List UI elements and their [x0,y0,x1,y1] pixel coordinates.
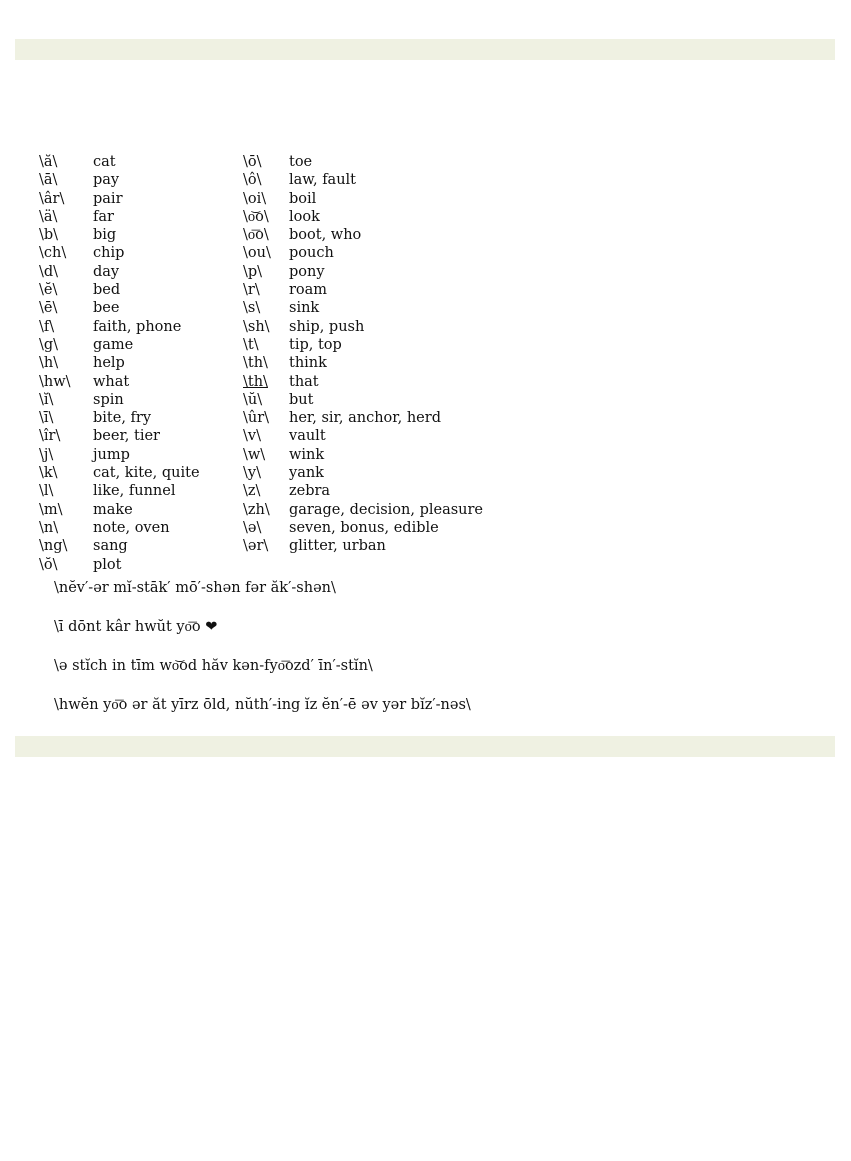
key-row [39,208,200,226]
key-row [39,190,200,208]
phonetic-phrases [54,578,471,734]
key-symbol: \o͞o\ [243,227,269,244]
key-symbol: \th\ [243,373,268,390]
key-row [243,318,483,336]
key-symbol: \b\ [39,227,59,244]
key-examples: pony [289,263,325,280]
key-row [243,171,483,189]
key-row [39,446,200,464]
key-symbol: \ch\ [39,245,67,262]
key-symbol: \h\ [39,355,59,372]
key-row [243,391,483,409]
key-symbol: \w\ [243,446,266,463]
key-row [39,464,200,482]
key-row [243,537,483,555]
key-examples: her, sir, anchor, herd [289,410,441,427]
key-symbol: \ər\ [243,538,269,555]
key-row [39,537,200,555]
header-band [15,39,835,60]
key-examples: pair [93,190,123,207]
key-symbol: \p\ [243,263,263,280]
key-symbol: \sh\ [243,318,270,335]
key-row [243,427,483,445]
key-symbol: \g\ [39,336,59,353]
pronunciation-key-right-column [243,153,483,556]
key-symbol: \ĭ\ [39,391,54,408]
key-row [243,226,483,244]
key-examples: yank [289,465,324,482]
key-examples: pay [93,172,120,189]
key-examples: law, fault [289,172,357,189]
key-examples: wink [289,446,325,463]
key-examples: boot, who [289,227,362,244]
key-row [243,409,483,427]
key-symbol: \m\ [39,501,63,518]
key-examples: sink [289,300,320,317]
key-row [243,464,483,482]
key-examples: what [93,373,130,390]
key-examples: sang [93,538,128,555]
key-examples: bed [93,282,121,299]
key-row [243,373,483,391]
key-examples: bee [93,300,120,317]
key-row [243,281,483,299]
key-examples: boil [289,190,317,207]
key-examples: zebra [289,483,331,500]
key-symbol: \zh\ [243,501,270,518]
key-row [39,427,200,445]
key-row [243,190,483,208]
key-examples: cat, kite, quite [93,465,200,482]
key-examples: make [93,501,133,518]
key-symbol: \s\ [243,300,261,317]
key-symbol: \îr\ [39,428,61,445]
phonetic-phrase: \ə stĭch in tīm wo͝od hăv kən-fyo͞ozd′ īn′-stĭn\ [54,658,373,674]
key-examples: spin [93,391,124,408]
key-row [39,556,200,574]
key-examples: think [289,355,327,372]
key-symbol: \th\ [243,355,268,372]
key-symbol: \ng\ [39,538,68,555]
key-row [39,482,200,500]
phonetic-phrase: \hwĕn yo͞o ər ăt yīrz ōld, nŭth′-ing ĭz ĕn′-ē əv yər bĭz′-nəs\ [54,697,471,713]
key-examples: beer, tier [93,428,160,445]
key-examples: ship, push [289,318,365,335]
key-symbol: \r\ [243,282,260,299]
key-examples: note, oven [93,519,170,536]
pronunciation-key-left-column [39,153,200,574]
key-symbol: \ī\ [39,410,54,427]
key-symbol: \ă\ [39,154,58,170]
key-row [243,519,483,537]
key-row [243,354,483,372]
key-row [39,281,200,299]
key-examples: vault [289,428,326,445]
key-row [243,336,483,354]
key-row [243,482,483,500]
key-symbol: \ĕ\ [39,282,58,299]
key-symbol: \ŏ\ [39,556,58,573]
key-row [243,153,483,171]
key-row [243,263,483,281]
key-symbol: \ûr\ [243,410,270,427]
key-symbol: \ä\ [39,208,58,225]
key-row [39,501,200,519]
key-symbol: \v\ [243,428,261,445]
key-symbol: \z\ [243,483,261,500]
key-examples: pouch [289,245,334,262]
key-row [39,244,200,262]
key-row [243,446,483,464]
key-examples: far [93,208,114,225]
key-symbol: \ā\ [39,172,58,189]
key-examples: roam [289,282,328,299]
key-symbol: \ē\ [39,300,58,317]
key-examples: game [93,336,134,353]
phonetic-phrase: \ī dōnt kâr hwŭt yo͞o ❤ [54,619,218,635]
key-examples: that [289,373,319,390]
footer-band [15,736,835,757]
key-row [39,519,200,537]
key-examples: tip, top [289,336,342,353]
key-examples: but [289,391,314,408]
key-row [39,391,200,409]
key-row [39,153,200,171]
key-examples: garage, decision, pleasure [289,501,484,518]
key-symbol: \ou\ [243,245,271,262]
key-symbol: \oi\ [243,190,267,207]
key-row [39,263,200,281]
key-row [243,501,483,519]
key-symbol: \t\ [243,336,259,353]
key-examples: chip [93,245,125,262]
key-row [39,299,200,317]
key-symbol: \l\ [39,483,54,500]
key-examples: like, funnel [93,483,176,500]
key-row [39,354,200,372]
key-row [39,171,200,189]
key-row [243,299,483,317]
key-row [243,208,483,226]
key-symbol: \d\ [39,263,59,280]
key-examples: cat [93,154,116,170]
key-symbol: \âr\ [39,190,65,207]
key-examples: plot [93,556,122,573]
key-examples: day [93,263,120,280]
key-symbol: \o͝o\ [243,208,269,225]
key-row [243,244,483,262]
key-symbol: \n\ [39,519,59,536]
key-examples: glitter, urban [289,538,386,555]
key-examples: seven, bonus, edible [289,519,439,536]
key-examples: faith, phone [93,318,182,335]
key-symbol: \hw\ [39,373,71,390]
key-examples: bite, fry [93,410,152,427]
key-examples: toe [289,154,313,170]
key-symbol: \y\ [243,465,261,482]
key-row [39,373,200,391]
key-symbol: \ō\ [243,154,262,170]
key-row [39,318,200,336]
key-symbol: \ə\ [243,519,262,536]
key-row [39,226,200,244]
key-examples: big [93,227,117,244]
key-symbol: \f\ [39,318,55,335]
key-row [39,336,200,354]
key-examples: look [289,208,320,225]
key-examples: jump [93,446,130,463]
phonetic-phrase: \nĕv′-ər mĭ-stāk′ mō′-shən fər ăk′-shən\ [54,580,336,596]
key-symbol: \ô\ [243,172,262,189]
key-row [39,409,200,427]
key-symbol: \ŭ\ [243,391,263,408]
key-examples: help [93,355,125,372]
key-symbol: \k\ [39,465,58,482]
key-symbol: \j\ [39,446,54,463]
